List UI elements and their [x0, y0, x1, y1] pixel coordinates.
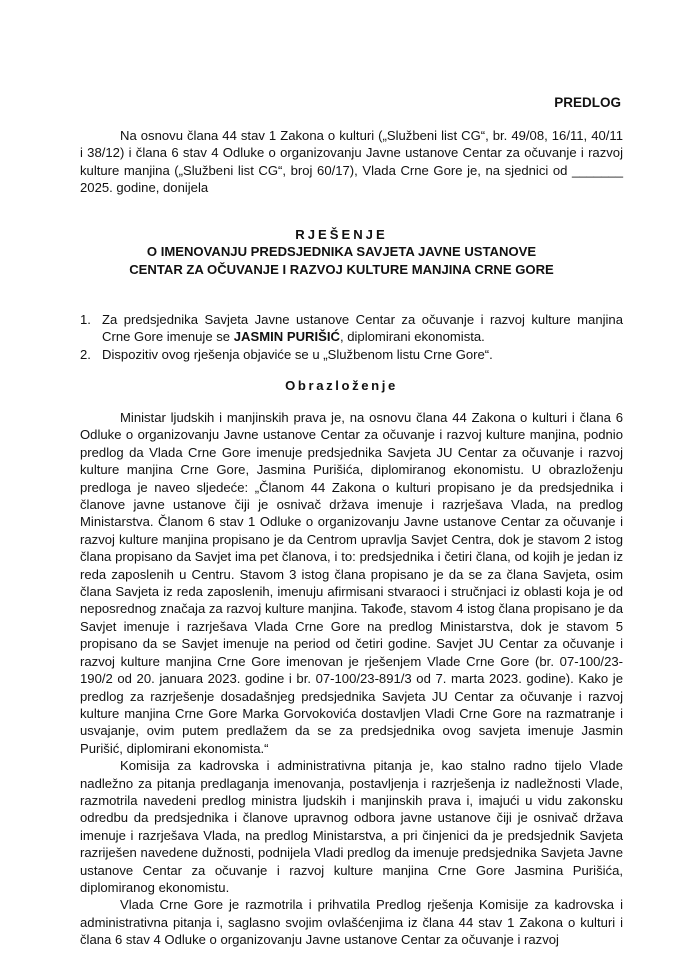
decision-item [80, 311, 623, 346]
decision-item-text: Za predsjednika Savjeta Javne ustanove Centar za očuvanje i razvoj kulture manjina Crne Gore imenuje se [102, 312, 623, 345]
document-label: PREDLOG [554, 95, 621, 110]
decision-title-line-2: O IMENOVANJU PREDSJEDNIKA SAVJETA JAVNE USTANOVE [146, 244, 537, 260]
reasoning-paragraph: Vlada Crne Gore je razmotrila i prihvatila Predlog rješenja Komisije za kadrovska i administrativna pitanja i, saglasno svojim ovlašćenjima iz člana 44 stav 1 Zakona o kulturi i člana 6 stav 4 Odluke o organizovanju Javne ustanove Centar za očuvanje i razvoj [80, 897, 623, 948]
appointee-name: JASMIN PURIŠIĆ [233, 329, 340, 345]
decision-title [60, 226, 623, 278]
decision-item-number: 2. [80, 346, 91, 362]
reasoning-paragraph: Ministar ljudskih i manjinskih prava je, na osnovu člana 44 Zakona o kulturi i člana 6 Odluke o organizovanju Javne ustanove Centar za očuvanje i razvoj kulture manjina, podnio predlog da Vlada Crne Gore imenuje predsjednika Savjeta JU Centar za očuvanje i razvoj kulture manjina Crne Gore, Jasmina Purišića, diplomiranog ekonomistu. U obrazloženju predloga je naveo sljedeće: „Članom 44 Zakona o kulturi propisano je da predsjednika i članove javne ustanove čiji je osnivač država imenuje i razrješava Vlada, na predlog Ministarstva. Članom 6 stav 1 Odluke o organizovanju Javne ustanove Centar za očuvanje i razvoj kulture manjina propisano je da Centrom upravlja Savjet Centra, dok je stavom 2 istog člana propisano da Savjet ima pet članova, i to: predsjednika i četiri člana, od kojih je jedan iz reda zaposlenih u Centru. Stavom 3 istog člana propisano je da se za člana Savjeta, osim člana Savjeta iz reda zaposlenih, imenuju afirmisani stvaraoci i stručnjaci iz oblasti koja je od neposrednog značaja za razvoj kulture manjina. Takođe, stavom 4 istog člana propisano je da Savjet imenuje i razrješava Vlada Crne Gore na predlog Ministarstva, dok je stavom 5 propisano da se Savjet imenuje na period od četiri godine. Savjet JU Centar za očuvanje i razvoj kulture manjina Crne Gore imenovan je rješenjem Vlade Crne Gore (br. 07-100/23-190/2 od 20. januara 2023. godine i br. 07-100/23-891/3 od 7. marta 2023. godine). Kako je predlog za razrješenje dosadašnjeg predsjednika Savjeta JU Centar za očuvanje i razvoj kulture manjina Crne Gore Marka Gorvokovića dostavljen Vladi Crne Gore na razmatranje i usvajanje, ovim putem predlažem da se za predsjednika ovog savjeta imenuje Jasmin Purišić, diplomirani ekonomista.“ [80, 410, 623, 756]
reasoning-body [80, 409, 623, 949]
decision-item-number: 1. [80, 312, 91, 327]
decision-title-line-3: CENTAR ZA OČUVANJE I RAZVOJ KULTURE MANJINA CRNE GORE [129, 261, 554, 277]
reasoning-paragraph: Komisija za kadrovska i administrativna pitanja je, kao stalno radno tijelo Vlade nadležno za pitanja predlaganja imenovanja, postavljenja i razrješenja iz nadležnosti Vlade, razmotrila navedeni predlog ministra ljudskih i manjinskih prava i, imajući u vidu zakonsku odredbu da predsjednika i članove upravnog odbora javne ustanove čiji je osnivač država imenuje i razrješava Vlada, na predlog Ministarstva, a pri činjenici da je predsjednik Savjeta razriješen navedene dužnosti, podnijela Vladi predlog da imenuje predsjednika Savjeta Javne ustanove Centar za očuvanje i razvoj kulture manjina Crne Gore Jasmina Purišića, diplomiranog ekonomistu. [80, 758, 623, 895]
decision-list [80, 311, 623, 363]
intro-paragraph: Na osnovu člana 44 stav 1 Zakona o kulturi („Službeni list CG“, br. 49/08, 16/11, 40/11 i 38/12) i člana 6 stav 4 Odluke o organizovanju Javne ustanove Centar za očuvanje i razvoj kulture manjina („Službeni list CG“, broj 60/17), Vlada Crne Gore je, na sjednici od _______ 2025. godine, donijela [80, 128, 623, 196]
decision-item-text-tail: , diplomirani ekonomista. [339, 329, 485, 345]
intro-section [80, 127, 623, 197]
decision-item [80, 346, 623, 363]
decision-title-main: RJEŠENJE [295, 227, 388, 242]
reasoning-heading: Obrazloženje [285, 378, 398, 393]
decision-item-text: Dispozitiv ovog rješenja objaviće se u „Službenom listu Crne Gore“. [102, 346, 493, 362]
